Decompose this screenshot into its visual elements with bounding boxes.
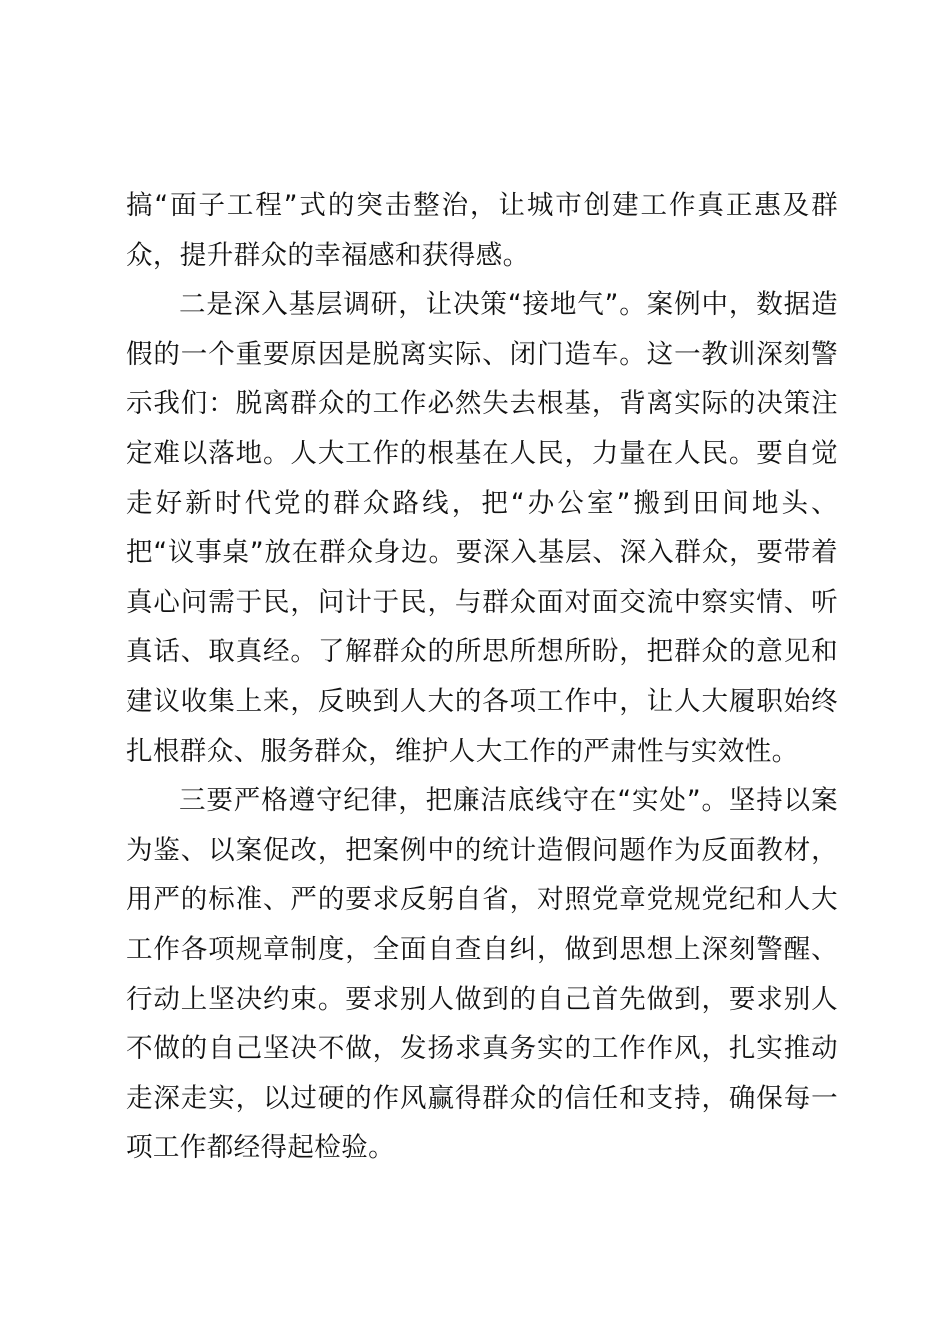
body-text — [126, 181, 838, 1173]
paragraph-research: 二是深入基层调研，让决策“接地气”。案例中，数据造假的一个重要原因是脱离实际、闭门造车。这一教训深刻警示我们：脱离群众的工作必然失去根基，背离实际的决策注定难以落地。人大工作的根基在人民，力量在人民。要自觉走好新时代党的群众路线，把“办公室”搬到田间地头、把“议事桌”放在群众身边。要深入基层、深入群众，要带着真心问需于民，问计于民，与群众面对面交流中察实情、听真话、取真经。了解群众的所思所想所盼，把群众的意见和建议收集上来，反映到人大的各项工作中，让人大履职始终扎根群众、服务群众，维护人大工作的严肃性与实效性。 — [126, 289, 838, 767]
paragraph-discipline: 三要严格遵守纪律，把廉洁底线守在“实处”。坚持以案为鉴、以案促改，把案例中的统计造假问题作为反面教材，用严的标准、严的要求反躬自省，对照党章党规党纪和人大工作各项规章制度，全面自查自纠，做到思想上深刻警醒、行动上坚决约束。要求别人做到的自己首先做到，要求别人不做的自己坚决不做，发扬求真务实的工作作风，扎实推动走深走实，以过硬的作风赢得群众的信任和支持，确保每一项工作都经得起检验。 — [126, 785, 838, 1164]
paragraph-continuation: 搞“面子工程”式的突击整治，让城市创建工作真正惠及群众，提升群众的幸福感和获得感。 — [126, 190, 838, 271]
